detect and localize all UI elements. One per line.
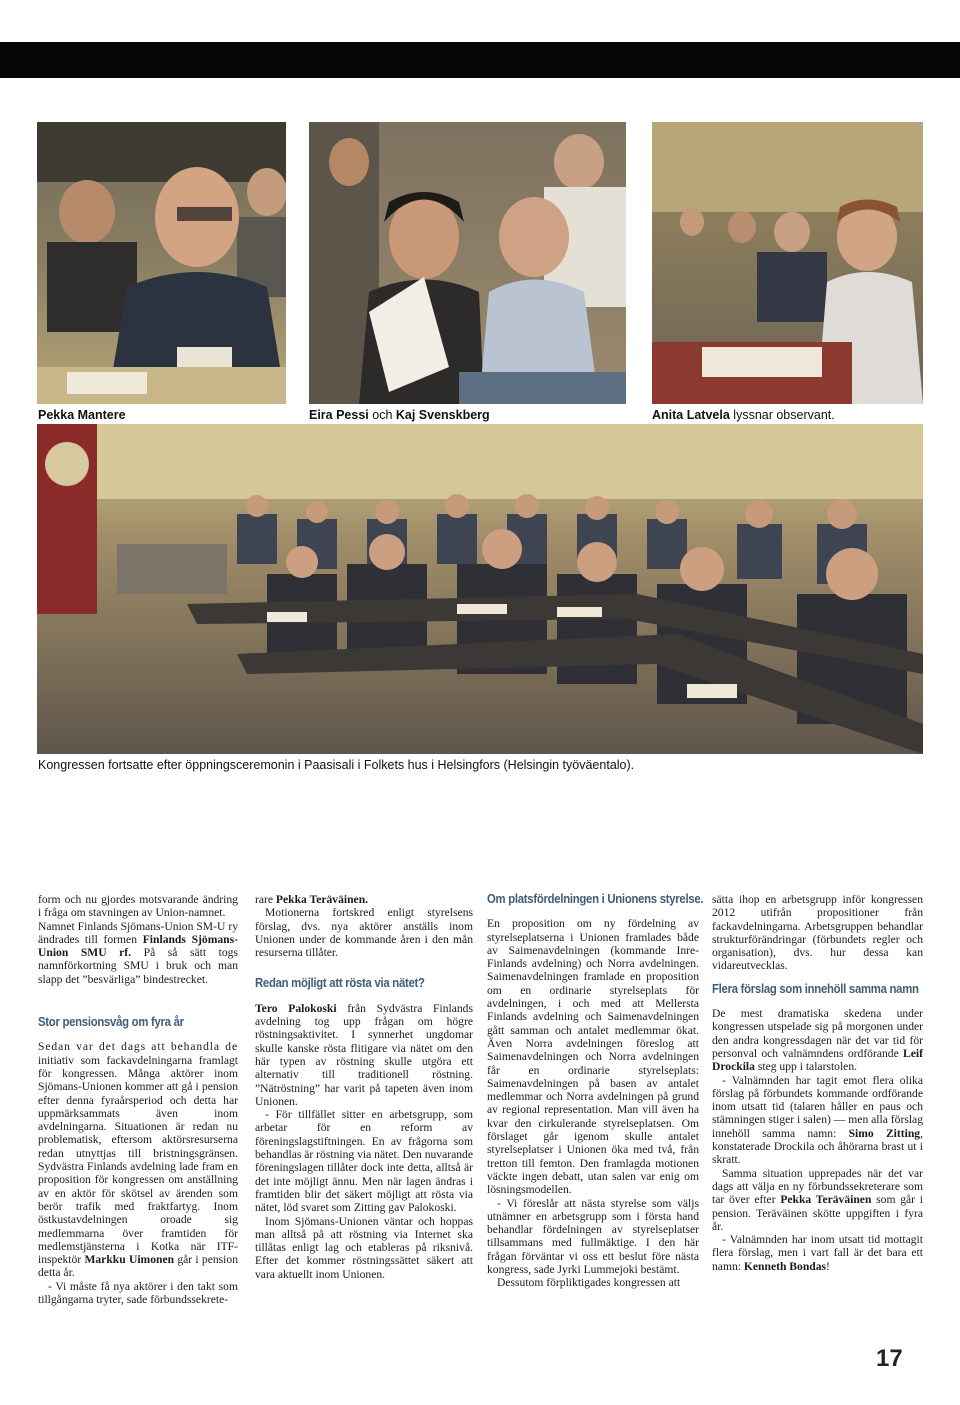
- caption-photo2-name2: Kaj Svenskberg: [395, 408, 490, 422]
- article-column-4: [712, 893, 923, 1273]
- caption-photo1-name: Pekka Mantere: [38, 408, 126, 422]
- col2-p3-text: från Sydvästra Finlands avdelning tog upp frågan om högre röstningsaktivitet. I synnerhet ungdomar skulle kanske rösta flitigare via nätet om den här typen av röstning skulle utgöra ett alternativ till traditionell röstning. ”Nätröstning” har varit på tapeten även inom Unionen.: [255, 1001, 473, 1108]
- col4-p2-text-a: De mest dramatiska skedena under kongressen utspelade sig på morgonen under den andra kongressdagen när det var tid för personval och valnämndens ordförande: [712, 1007, 923, 1060]
- col4-p2-text-c: steg upp i talarstolen.: [754, 1060, 858, 1074]
- col4-paragraph-4: [712, 1167, 923, 1233]
- col2-paragraph-3: [255, 1002, 473, 1108]
- col4-p3-text-c: , konstaterade Drockila och åhörarna brast ut i skratt.: [712, 1126, 923, 1167]
- caption-main-photo: Kongressen fortsatte efter öppningsceremonin i Paasisali i Folkets hus i Helsingfors (Helsingin työväentalo).: [38, 758, 635, 772]
- col3-paragraph-1: En proposition om ny fördelning av styrelseplatserna i Unionen framlades både av Saimenavdelningen (kommande Inre-Finlands avdelning) och Norra avdelningen. Saimenavdelningen framlade en proposition om en ordinarie styrelseplats för avdelningen, i och med att Mellersta Finlands avdelning och Saimenavdelningen gått samman och antalet medlemmar ökat. Även Norra avdelningen föreslog att Saimenavdelningen och Norra avdelningen får en ordinarie styrelseplats: Saimenavdelningen på basen av antalet medlemmar och Norra avdelningen på grund av regional representation. Man vill även ha kvar den cirkulerande styrelseplatsen. Om förslaget går igenom skulle antalet styrelseplatser i Unionen öka med två, från tretton till femton. Den framlagda motionen väckte ingen debatt, utan salen var enig om lösningsmodellen.: [487, 917, 699, 1197]
- col1-p3-bold: Markku Uimonen: [84, 1253, 175, 1267]
- col4-paragraph-3: [712, 1074, 923, 1167]
- col1-heading: Stor pensionsvåg om fyra år: [38, 1015, 184, 1030]
- col4-p3-text-a: - Valnämnden har tagit emot flera olika förslag på förbundets kommande ordförande inom utsatt tid (talaren håller en paus och stämningen stiger i salen) — men alla förslag innehöll samma namn:: [712, 1073, 923, 1140]
- col1-p2-text-a: Namnet Finlands Sjömans-Union SM-U ry ändrades till formen: [38, 919, 238, 946]
- article-column-1: [38, 893, 238, 1306]
- col4-p5-text-c: !: [826, 1259, 830, 1273]
- article-column-2: [255, 893, 473, 1281]
- col2-heading: Redan möjligt att rösta via nätet?: [255, 976, 425, 991]
- col1-p3-text-c: går i pension detta år.: [38, 1253, 238, 1280]
- col2-p1-bold: Pekka Teräväinen.: [275, 893, 369, 906]
- col4-p3-bold: Simo Zitting: [848, 1126, 921, 1140]
- col2-p3-bold: Tero Palokoski: [255, 1001, 337, 1015]
- photo-anita-latvela: [652, 122, 923, 404]
- top-black-bar: [0, 42, 960, 78]
- col2-paragraph-4: - För tillfället sitter en arbetsgrupp, som arbetar för en reform av föreningslagstiftningen. En av frågorna som behandlas är röstning via nätet. Den nuvarande föreningslagen tillåter dock inte detta, alltså är det inte möjligt ännu. Men när lagen ändras i framtiden blir det säkert möjligt att rösta via nätet, löd svaret som Zitting gav Palokoski.: [255, 1108, 473, 1215]
- col1-paragraph-3: [38, 1040, 238, 1279]
- col4-p2-bold: Leif Drockila: [712, 1046, 923, 1074]
- col4-paragraph-2: [712, 1007, 923, 1073]
- caption-photo3-name: Anita Latvela: [652, 408, 730, 422]
- caption-photo3-rest: lyssnar observant.: [729, 408, 835, 422]
- col2-paragraph-5: Inom Sjömans-Unionen väntar och hoppas man alltså på att röstning via Internet ska tillåtas enligt lag och etableras på riksnivå. Efter det kommer röstningssättet säkert att vara aktuellt inom Unionen.: [255, 1214, 473, 1281]
- col4-heading: Flera förslag som innehöll samma namn: [712, 981, 919, 996]
- col3-paragraph-3: Dessutom förpliktigades kongressen att: [497, 1276, 681, 1290]
- col1-p2-text-c: På så sätt togs namnförkortning SMU i bruk och man slapp det ”besvärliga” bindestrecket.: [38, 946, 238, 986]
- col4-p4-bold: Pekka Teräväinen: [780, 1193, 872, 1207]
- col1-p3-text-a: initiativ som fackavdelningarna framlagt för kongressen. Många aktörer inom Sjömans-Unionen kommer att gå i pension efter denna fyraårsperiod och detta har uppmärksammats även inom avdelningarna. Situationen är redan nu problematisk, eftersom aktörsresurserna redan utnyttjas till bristningsgränsen. Sydvästra Finlands avdelning lade fram en proposition för kongressen om anställning av en aktör för skötsel av ärenden som berör trafik med fraktfartyg. Inom östkustavdelningen oroade sig medlemmarna över framtiden för medlemstjänsterna i Kotka när ITF-inspektör: [38, 1053, 238, 1267]
- col4-p5-bold: Kenneth Bondas: [743, 1259, 827, 1273]
- col4-paragraph-5: [712, 1233, 923, 1273]
- col4-p5-text-a: - Valnämnden har inom utsatt tid mottagit flera förslag, men i vart fall är det bara ett namn:: [712, 1233, 923, 1273]
- col2-paragraph-1: [255, 893, 473, 906]
- col1-paragraph-4: - Vi måste få nya aktörer i den takt som tillgångarna tryter, sade förbundssekrete-: [38, 1279, 238, 1307]
- caption-photo2-name1: Eira Pessi: [309, 408, 369, 422]
- caption-photo1: [38, 408, 126, 422]
- caption-photo3: [652, 408, 835, 422]
- col4-p4-text-a: Samma situation upprepades när det var dags att välja en ny förbundssekreterare som tar över efter: [712, 1166, 923, 1207]
- photo-eira-pessi-kaj-svenskberg: [309, 122, 626, 404]
- page-number: 17: [876, 1345, 903, 1372]
- col1-p3-spaced: Sedan var det dags att behandla de: [38, 1040, 238, 1054]
- col4-paragraph-1: sätta ihop en arbetsgrupp inför kongressen 2012 utifrån propositioner från fackavdelningarna. Arbetsgruppen behandlar strukturförändringar (förbundets regler och organisation), dvs. hur dessa kan vidareutvecklas.: [712, 893, 923, 973]
- photo-congress-hall: [37, 424, 923, 754]
- col1-paragraph-2: [38, 920, 238, 986]
- col4-p4-text-c: som går i pension. Teräväinen skötte uppgiften i fyra år.: [712, 1193, 923, 1233]
- col1-p2-bold: Finlands Sjömans-Union SMU rf.: [38, 932, 238, 960]
- article-column-3: [487, 892, 704, 1290]
- photo-pekka-mantere: [37, 122, 286, 404]
- caption-photo2: [309, 408, 490, 422]
- col1-paragraph-1: form och nu gjordes motsvarande ändring i fråga om stavningen av Union-namnet.: [38, 893, 238, 920]
- col2-p1-text: rare: [255, 893, 276, 906]
- col2-paragraph-2: Motionerna fortskred enligt styrelsens förslag, dvs. nya aktörer anställs inom Unionen under de kommande åren i den mån resurserna tillåter.: [255, 906, 473, 960]
- caption-photo2-and: och: [368, 408, 396, 422]
- col3-heading: Om platsfördelningen i Unionens styrelse.: [487, 892, 704, 906]
- col3-paragraph-2: - Vi föreslår att nästa styrelse som väljs utnämner en arbetsgrupp som i första hand behandlar fördelningen av styrelseplatser tillsammans med fullmäktige. I den här frågan förväntar vi oss ett beslut före nästa kongress, sade Jyrki Lummejoki bestämt.: [487, 1196, 699, 1277]
